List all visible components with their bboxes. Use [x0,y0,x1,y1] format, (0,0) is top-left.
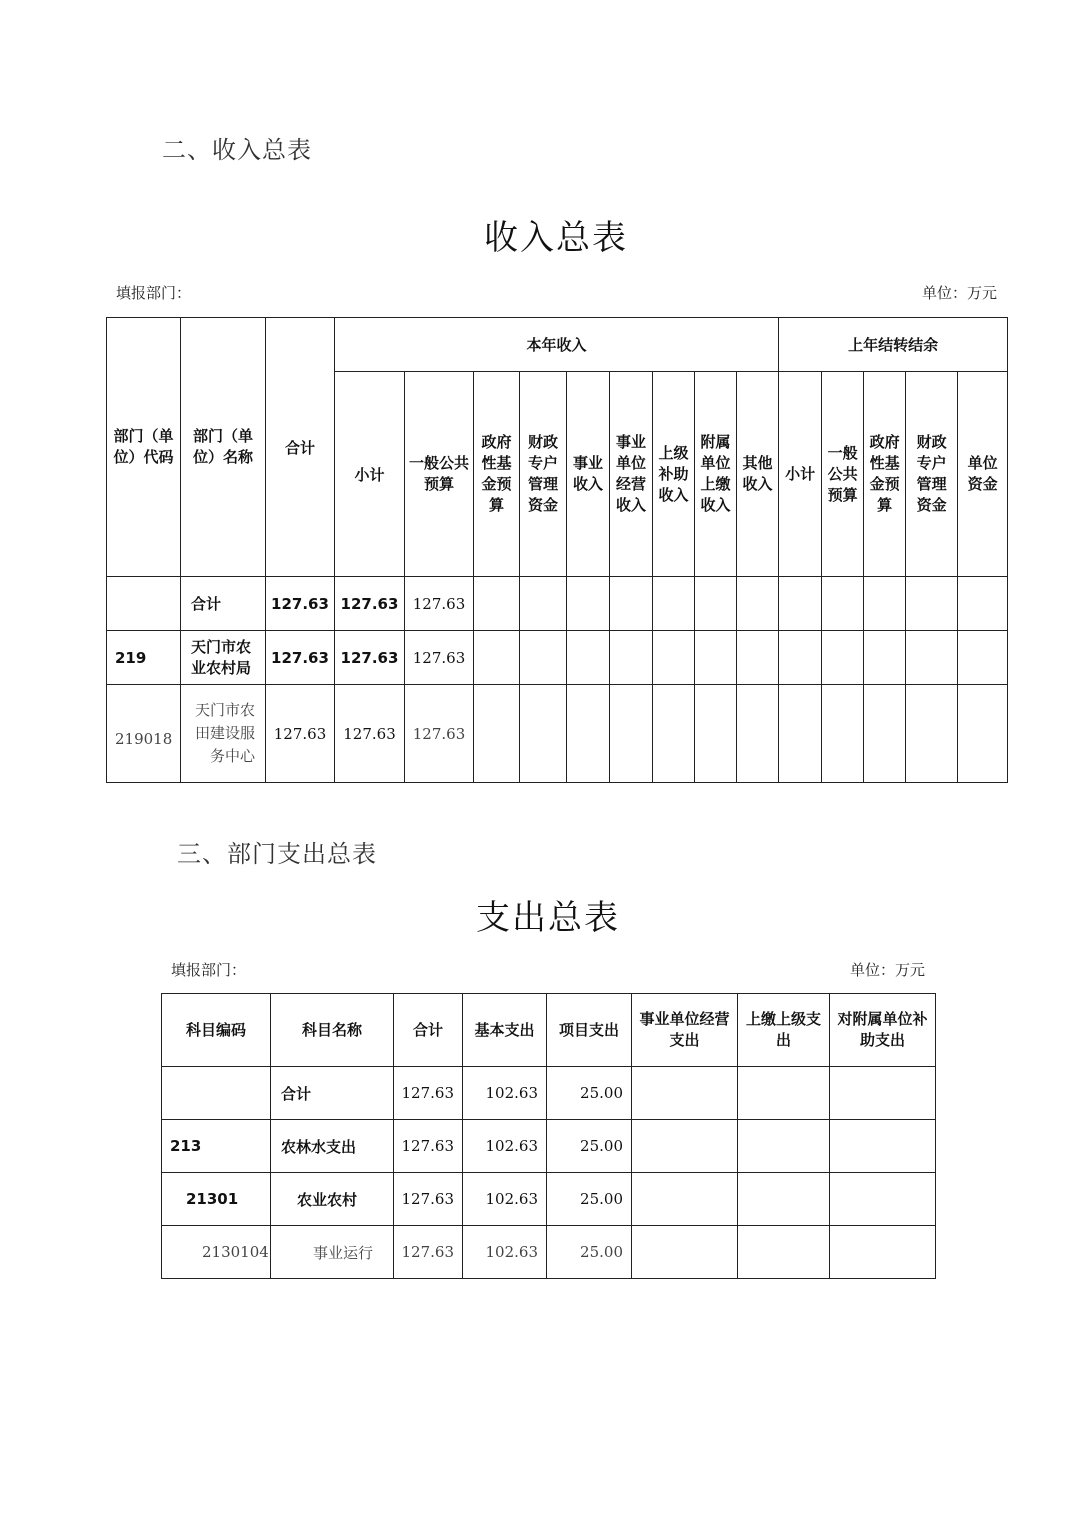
row-total: 127.63 [266,685,335,783]
expense-table-title: 支出总表 [476,898,620,938]
row-name: 农林水支出 [271,1120,394,1173]
row-general: 127.63 [405,685,474,783]
header-basic: 基本支出 [463,994,547,1067]
row-total: 127.63 [394,1067,463,1120]
row-total: 127.63 [394,1226,463,1279]
expense-filler-label: 填报部门： [171,961,247,979]
header-current-gov-fund: 政府性基金预算 [474,372,520,577]
row-project: 25.00 [547,1226,632,1279]
row-total: 127.63 [266,577,335,631]
row-basic: 102.63 [463,1173,547,1226]
income-unit-label: 单位：万元 [921,284,997,302]
table-row [162,1173,936,1226]
header-current-general: 一般公共预算 [405,372,474,577]
header-prior-gov-fund: 政府性基金预算 [864,372,906,577]
header-prior-general: 一般公共预算 [822,372,864,577]
row-project: 25.00 [547,1173,632,1226]
row-code: 21301 [162,1173,271,1226]
row-total: 127.63 [394,1120,463,1173]
header-current-affiliated: 附属单位上缴收入 [695,372,737,577]
row-subtotal: 127.63 [335,631,405,685]
table-row [107,577,1008,631]
header-prior-unit-funds: 单位资金 [958,372,1008,577]
row-project: 25.00 [547,1067,632,1120]
row-code [107,577,181,631]
header-current-superior: 上级补助收入 [653,372,695,577]
income-section-heading: 二、收入总表 [162,136,312,164]
row-code: 213 [162,1120,271,1173]
table-row [162,1067,936,1120]
header-prior-subtotal: 小计 [779,372,822,577]
header-operating: 事业单位经营支出 [632,994,738,1067]
header-dept-name: 部门（单位）名称 [181,318,266,577]
header-subject-code: 科目编码 [162,994,271,1067]
row-total: 127.63 [266,631,335,685]
row-basic: 102.63 [463,1120,547,1173]
header-current-other: 其他收入 [737,372,779,577]
table-row [107,685,1008,783]
row-code [162,1067,271,1120]
income-header-row-1 [107,318,1008,372]
header-prior-special: 财政专户管理资金 [906,372,958,577]
row-code: 219 [107,631,181,685]
row-subtotal: 127.63 [335,685,405,783]
row-name: 天门市农田建设服务中心 [181,685,266,783]
header-total: 合计 [394,994,463,1067]
header-current-special: 财政专户管理资金 [520,372,567,577]
row-basic: 102.63 [463,1226,547,1279]
row-name: 事业运行 [271,1226,394,1279]
header-subject-name: 科目名称 [271,994,394,1067]
row-total: 127.63 [394,1173,463,1226]
row-name: 天门市农业农村局 [181,631,266,685]
header-current-operating: 事业单位经营收入 [610,372,653,577]
header-remit-superior: 上缴上级支出 [738,994,830,1067]
row-subtotal: 127.63 [335,577,405,631]
row-name: 合计 [271,1067,394,1120]
table-row [162,1120,936,1173]
income-filler-label: 填报部门： [116,284,192,302]
row-code: 219018 [107,685,181,783]
expense-table [161,993,936,1279]
header-subsidy-affiliated: 对附属单位补助支出 [830,994,936,1067]
row-name: 农业农村 [271,1173,394,1226]
header-prior-year: 上年结转结余 [779,318,1008,372]
row-name: 合计 [181,577,266,631]
header-current-subtotal: 小计 [335,372,405,577]
header-current-business: 事业收入 [567,372,610,577]
table-row [107,631,1008,685]
row-general: 127.63 [405,577,474,631]
row-code: 2130104 [162,1226,271,1279]
expense-unit-label: 单位：万元 [849,961,925,979]
expense-section-heading: 三、部门支出总表 [177,840,377,868]
header-total: 合计 [266,318,335,577]
expense-header-row [162,994,936,1067]
income-table-title: 收入总表 [484,218,628,258]
row-basic: 102.63 [463,1067,547,1120]
row-project: 25.00 [547,1120,632,1173]
table-row [162,1226,936,1279]
header-dept-code: 部门（单位）代码 [107,318,181,577]
header-project: 项目支出 [547,994,632,1067]
row-general: 127.63 [405,631,474,685]
income-table [106,317,1008,783]
header-current-year: 本年收入 [335,318,779,372]
